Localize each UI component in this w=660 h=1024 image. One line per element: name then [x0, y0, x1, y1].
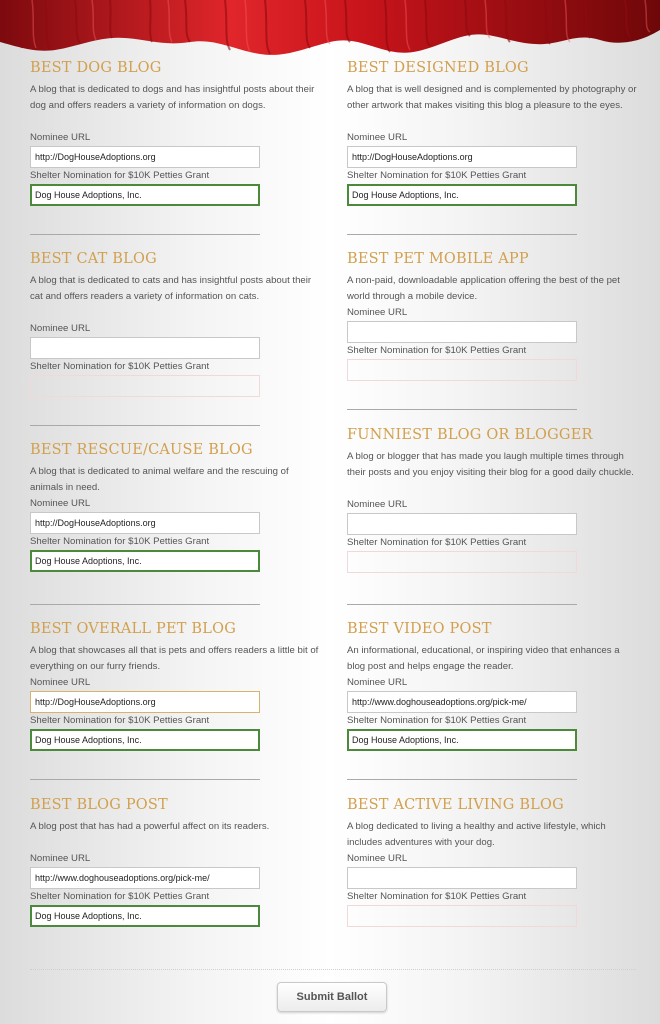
nominee-url-label: Nominee URL: [347, 307, 408, 318]
category-title: FUNNIEST BLOG OR BLOGGER: [347, 427, 593, 443]
section-divider: [347, 604, 577, 605]
shelter-nomination-input[interactable]: Dog House Adoptions, Inc.: [30, 550, 260, 572]
section-divider: [30, 234, 260, 235]
shelter-nomination-label: Shelter Nomination for $10K Petties Grant: [30, 170, 210, 181]
nominee-url-input[interactable]: [347, 321, 577, 343]
category-best-blog-post: [30, 795, 320, 927]
submit-ballot-button[interactable]: Submit Ballot: [277, 982, 387, 1012]
nominee-url-input[interactable]: http://DogHouseAdoptions.org: [30, 512, 260, 534]
category-description: An informational, educational, or inspiring video that enhances a blog post and helps engage the reader.: [347, 645, 620, 672]
nominee-url-label: Nominee URL: [347, 853, 408, 864]
category-title: BEST CAT BLOG: [30, 251, 157, 267]
shelter-nomination-input[interactable]: Dog House Adoptions, Inc.: [30, 184, 260, 206]
shelter-nomination-input[interactable]: [347, 905, 577, 927]
nominee-url-label: Nominee URL: [30, 498, 91, 509]
nominee-url-label: Nominee URL: [30, 132, 91, 143]
category-title: BEST OVERALL PET BLOG: [30, 621, 236, 637]
section-divider: [30, 604, 260, 605]
shelter-nomination-label: Shelter Nomination for $10K Petties Grant: [347, 715, 527, 726]
nominee-url-input[interactable]: http://DogHouseAdoptions.org: [30, 691, 260, 713]
section-divider: [30, 779, 260, 780]
category-best-designed-blog: [347, 58, 637, 206]
nominee-url-input[interactable]: http://DogHouseAdoptions.org: [30, 146, 260, 168]
category-best-dog-blog: [30, 58, 320, 206]
shelter-nomination-label: Shelter Nomination for $10K Petties Grant: [347, 537, 527, 548]
category-title: BEST ACTIVE LIVING BLOG: [347, 797, 564, 813]
category-best-overall-pet-blog: [30, 619, 320, 751]
nominee-url-label: Nominee URL: [30, 853, 91, 864]
category-funniest-blog-or-blogger: [347, 425, 637, 573]
category-description: A blog dedicated to living a healthy and active lifestyle, which includes adventures with your dog.: [347, 821, 606, 848]
category-description: A blog that is dedicated to dogs and has insightful posts about their dog and offers readers a variety of information on dogs.: [30, 84, 315, 111]
nominee-url-input[interactable]: http://DogHouseAdoptions.org: [347, 146, 577, 168]
curtain-decoration: [0, 0, 660, 70]
category-title: BEST DOG BLOG: [30, 60, 162, 76]
section-divider: [347, 779, 577, 780]
shelter-nomination-input[interactable]: [30, 375, 260, 397]
shelter-nomination-label: Shelter Nomination for $10K Petties Grant: [347, 891, 527, 902]
shelter-nomination-label: Shelter Nomination for $10K Petties Grant: [30, 361, 210, 372]
shelter-nomination-label: Shelter Nomination for $10K Petties Grant: [30, 891, 210, 902]
nominee-url-input[interactable]: [347, 867, 577, 889]
category-description: A blog that is dedicated to animal welfare and the rescuing of animals in need.: [30, 466, 289, 493]
shelter-nomination-input[interactable]: Dog House Adoptions, Inc.: [30, 729, 260, 751]
category-title: BEST RESCUE/CAUSE BLOG: [30, 442, 253, 458]
nominee-url-input[interactable]: http://www.doghouseadoptions.org/pick-me/: [30, 867, 260, 889]
category-description: A blog post that has had a powerful affect on its readers.: [30, 821, 270, 832]
category-best-active-living-blog: [347, 795, 637, 927]
nominee-url-input[interactable]: [30, 337, 260, 359]
category-title: BEST VIDEO POST: [347, 621, 492, 637]
category-description: A blog that showcases all that is pets and offers readers a little bit of everything on our furry friends.: [30, 645, 319, 672]
category-title: BEST BLOG POST: [30, 797, 168, 813]
category-description: A non-paid, downloadable application offering the best of the pet world through a mobile device.: [347, 275, 620, 302]
shelter-nomination-label: Shelter Nomination for $10K Petties Grant: [30, 715, 210, 726]
shelter-nomination-label: Shelter Nomination for $10K Petties Grant: [30, 536, 210, 547]
nominee-url-label: Nominee URL: [30, 677, 91, 688]
nominee-url-label: Nominee URL: [347, 677, 408, 688]
category-best-rescue-cause-blog: [30, 440, 320, 572]
shelter-nomination-input[interactable]: [347, 359, 577, 381]
shelter-nomination-label: Shelter Nomination for $10K Petties Grant: [347, 170, 527, 181]
nominee-url-label: Nominee URL: [347, 132, 408, 143]
category-best-video-post: [347, 619, 637, 751]
footer-divider: [30, 969, 636, 970]
category-description: A blog or blogger that has made you laugh multiple times through their posts and you enjoy visiting their blog for a good daily chuckle.: [347, 451, 634, 478]
category-best-cat-blog: [30, 249, 320, 397]
category-description: A blog that is well designed and is complemented by photography or other artwork that makes visiting this blog a pleasure to the eyes.: [347, 84, 637, 111]
section-divider: [347, 234, 577, 235]
shelter-nomination-label: Shelter Nomination for $10K Petties Grant: [347, 345, 527, 356]
nominee-url-input[interactable]: http://www.doghouseadoptions.org/pick-me/: [347, 691, 577, 713]
shelter-nomination-input[interactable]: Dog House Adoptions, Inc.: [30, 905, 260, 927]
shelter-nomination-input[interactable]: Dog House Adoptions, Inc.: [347, 184, 577, 206]
category-title: BEST DESIGNED BLOG: [347, 60, 529, 76]
shelter-nomination-input[interactable]: [347, 551, 577, 573]
section-divider: [30, 425, 260, 426]
nominee-url-input[interactable]: [347, 513, 577, 535]
nominee-url-label: Nominee URL: [347, 499, 408, 510]
category-title: BEST PET MOBILE APP: [347, 251, 529, 267]
nominee-url-label: Nominee URL: [30, 323, 91, 334]
section-divider: [347, 409, 577, 410]
shelter-nomination-input[interactable]: Dog House Adoptions, Inc.: [347, 729, 577, 751]
category-description: A blog that is dedicated to cats and has insightful posts about their cat and offers readers a variety of information on cats.: [30, 275, 312, 302]
category-best-pet-mobile-app: [347, 249, 637, 381]
